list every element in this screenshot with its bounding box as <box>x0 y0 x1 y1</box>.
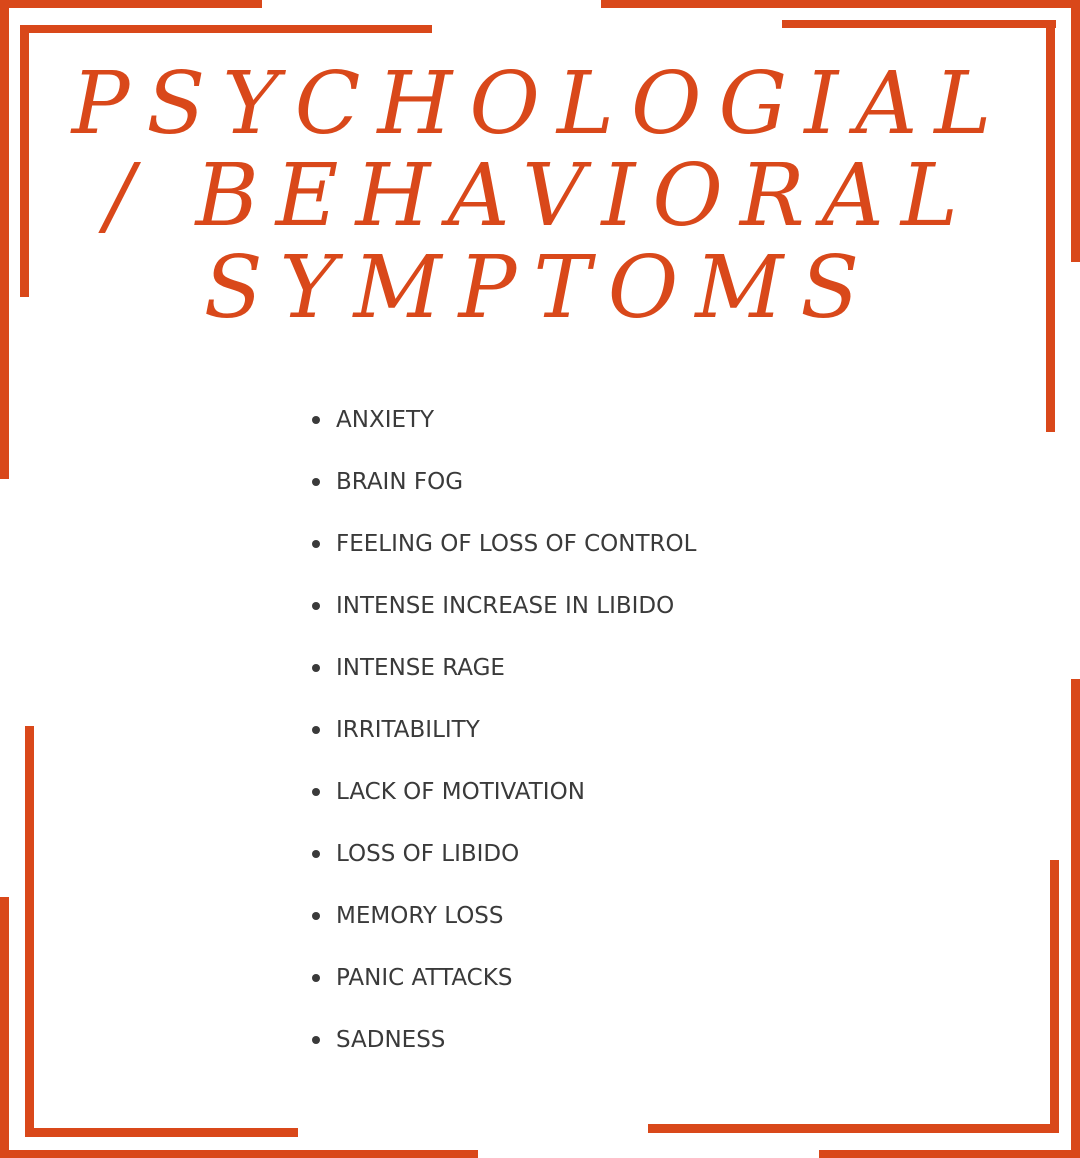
title-line-2: / BEHAVIORAL <box>105 146 975 246</box>
bullet-icon <box>312 788 320 796</box>
list-item <box>312 770 696 832</box>
bullet-icon <box>312 1036 320 1044</box>
page-title <box>0 54 1080 338</box>
list-item <box>312 832 696 894</box>
frame-top-right-inner-horizontal <box>782 20 1056 28</box>
frame-bottom-right-outer-vertical <box>1071 679 1080 1158</box>
symptom-label: INTENSE RAGE <box>336 655 505 681</box>
symptom-label: IRRITABILITY <box>336 717 480 743</box>
list-item <box>312 584 696 646</box>
list-item <box>312 646 696 708</box>
frame-top-right-outer-horizontal <box>601 0 1080 8</box>
bullet-icon <box>312 478 320 486</box>
bullet-icon <box>312 726 320 734</box>
bullet-icon <box>312 540 320 548</box>
symptom-label: LACK OF MOTIVATION <box>336 779 585 805</box>
frame-bottom-left-outer-vertical <box>0 897 9 1158</box>
frame-bottom-right-inner-horizontal <box>648 1124 1059 1133</box>
list-item <box>312 1018 696 1080</box>
frame-top-left-outer-horizontal <box>0 0 262 8</box>
list-item <box>312 460 696 522</box>
symptom-label: PANIC ATTACKS <box>336 965 513 991</box>
symptom-label: LOSS OF LIBIDO <box>336 841 520 867</box>
list-item <box>312 708 696 770</box>
bullet-icon <box>312 850 320 858</box>
frame-bottom-left-inner-horizontal <box>25 1128 298 1137</box>
list-item <box>312 398 696 460</box>
symptom-label: MEMORY LOSS <box>336 903 504 929</box>
symptom-label: BRAIN FOG <box>336 469 464 495</box>
list-item <box>312 894 696 956</box>
title-line-3: SYMPTOMS <box>203 238 877 338</box>
symptom-label: FEELING OF LOSS OF CONTROL <box>336 531 697 557</box>
bullet-icon <box>312 416 320 424</box>
frame-bottom-left-inner-vertical <box>25 726 34 1137</box>
symptom-label: INTENSE INCREASE IN LIBIDO <box>336 593 675 619</box>
frame-bottom-left-outer-horizontal <box>0 1150 478 1158</box>
bullet-icon <box>312 602 320 610</box>
title-line-1: PSYCHOLOGIAL <box>71 54 1009 154</box>
list-item <box>312 956 696 1018</box>
bullet-icon <box>312 912 320 920</box>
frame-top-left-inner-horizontal <box>20 25 432 33</box>
bullet-icon <box>312 974 320 982</box>
frame-bottom-right-inner-vertical <box>1050 860 1059 1133</box>
symptom-label: ANXIETY <box>336 407 435 433</box>
list-item <box>312 522 696 584</box>
bullet-icon <box>312 664 320 672</box>
symptom-label: SADNESS <box>336 1027 446 1053</box>
frame-bottom-right-outer-horizontal <box>819 1150 1080 1158</box>
symptom-list <box>312 398 696 1080</box>
